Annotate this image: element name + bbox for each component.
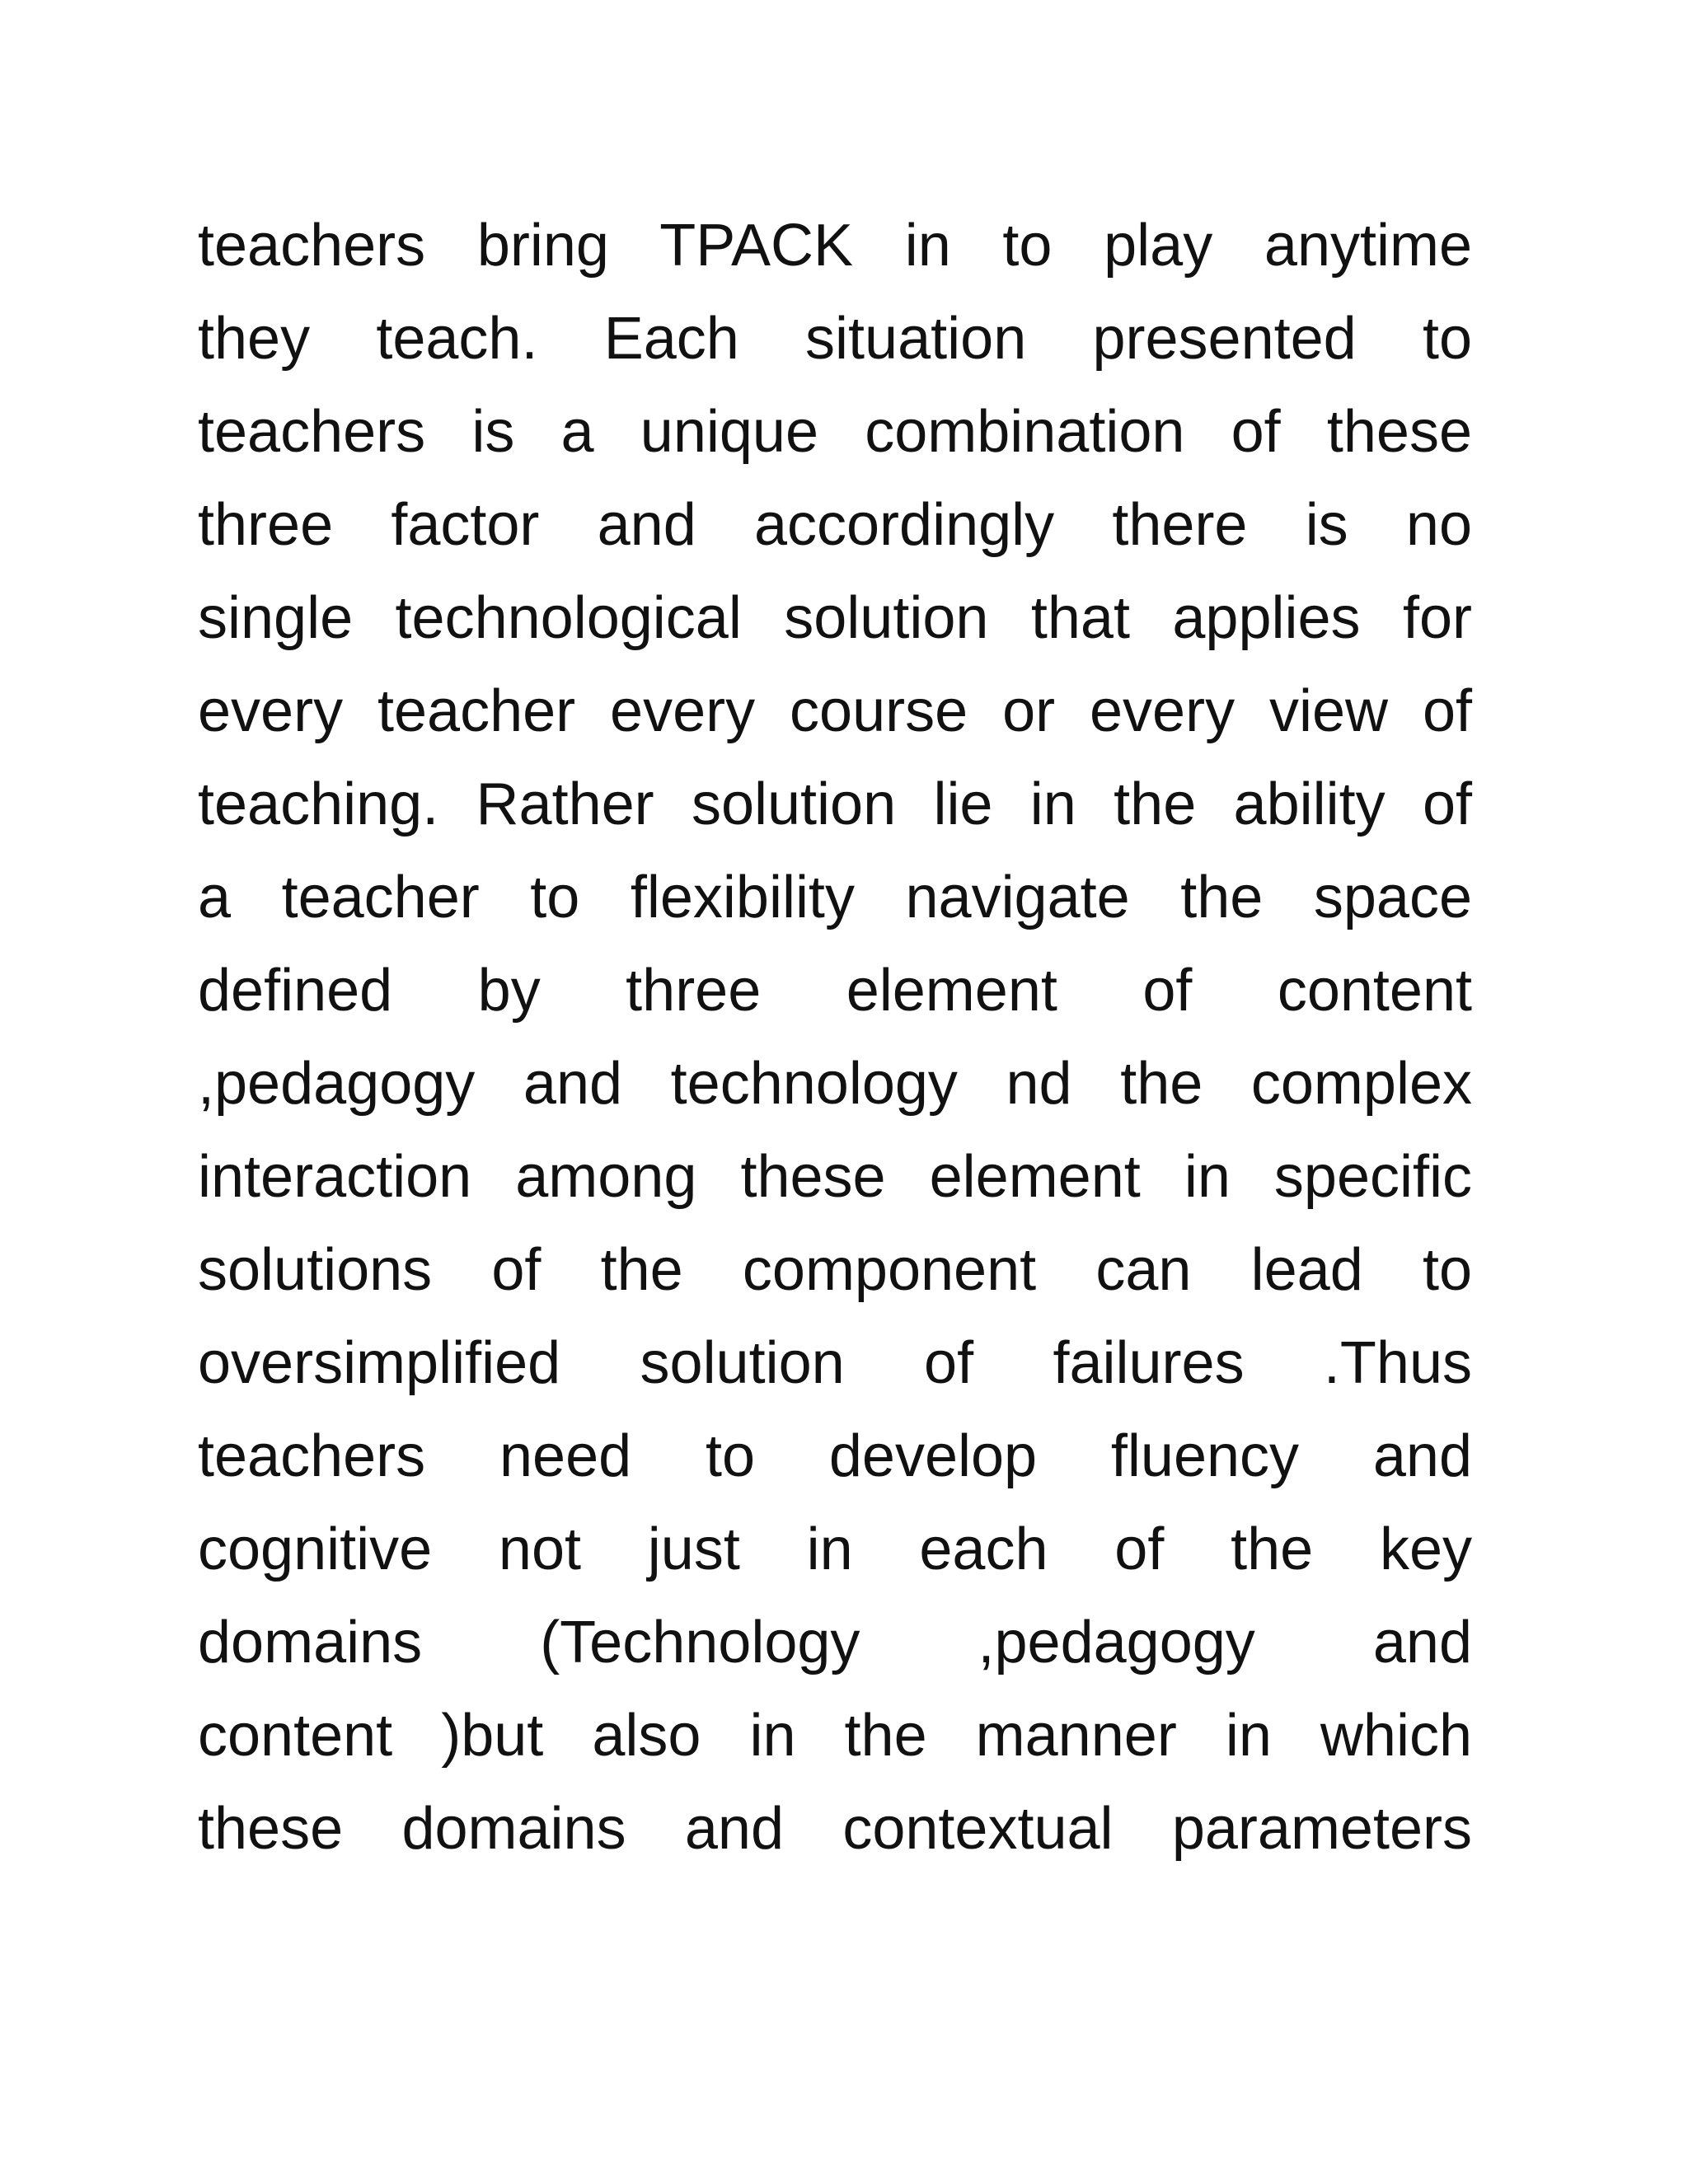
paragraph-line: domains (Technology ,pedagogy and <box>198 1610 1472 1675</box>
paragraph-line: solutions of the component can lead to <box>198 1237 1472 1303</box>
paragraph-line: cognitive not just in each of the key <box>198 1516 1472 1582</box>
paragraph-line: single technological solution that applies for <box>198 585 1472 651</box>
paragraph-line: ,pedagogy and technology nd the complex <box>198 1051 1472 1117</box>
paragraph-line: teachers need to develop fluency and <box>198 1423 1472 1489</box>
paragraph-line: they teach. Each situation presented to <box>198 306 1472 372</box>
body-paragraph <box>198 199 1472 1876</box>
paragraph-line: every teacher every course or every view of <box>198 678 1472 744</box>
paragraph-line: interaction among these element in specific <box>198 1144 1472 1210</box>
paragraph-line: teaching. Rather solution lie in the ability of <box>198 771 1472 837</box>
paragraph-line: teachers is a unique combination of these <box>198 399 1472 465</box>
paragraph-line: a teacher to flexibility navigate the space <box>198 865 1472 930</box>
paragraph-line: three factor and accordingly there is no <box>198 492 1472 558</box>
paragraph-line: these domains and contextual parameters <box>198 1796 1472 1862</box>
paragraph-line: teachers bring TPACK in to play anytime <box>198 213 1472 279</box>
paragraph-line: content )but also in the manner in which <box>198 1703 1472 1769</box>
paragraph-line: oversimplified solution of failures .Thus <box>198 1330 1472 1396</box>
paragraph-line: defined by three element of content <box>198 958 1472 1024</box>
